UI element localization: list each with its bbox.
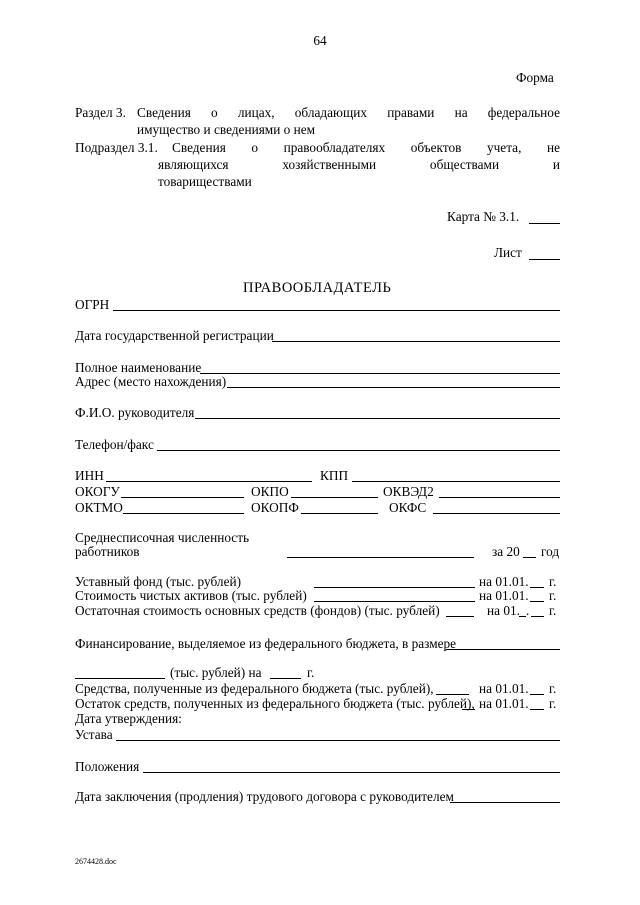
- contract-date-field[interactable]: [450, 802, 560, 803]
- received-year-field[interactable]: [530, 694, 544, 695]
- residual-value-year-field[interactable]: [531, 616, 544, 617]
- phone-label: Телефон/факс: [75, 437, 154, 452]
- funding-amount-thousands-field[interactable]: [75, 678, 165, 679]
- full-name-label: Полное наименование: [75, 360, 202, 375]
- charter-fund-year-suffix: г.: [549, 574, 557, 589]
- residual-value-label: Остаточная стоимость основных средств (фондов) (тыс. рублей): [75, 603, 440, 618]
- form-label: Форма: [516, 70, 554, 85]
- footer-doc-name: 2674428.doc: [75, 857, 117, 866]
- contract-label: Дата заключения (продления) трудового договора с руководителем: [75, 789, 454, 804]
- balance-year-suffix: г.: [549, 696, 557, 711]
- funding-amount-field[interactable]: [446, 649, 560, 650]
- kpp-label: КПП: [320, 468, 349, 483]
- director-label: Ф.И.О. руководителя: [75, 405, 195, 420]
- balance-label: Остаток средств, полученных из федерального бюджета (тыс. рублей),: [75, 696, 475, 711]
- okopf-field[interactable]: [301, 513, 378, 514]
- section-title-line1: Сведения о лицах, обладающих правами на федеральное: [137, 105, 560, 120]
- sheet-label: Лист: [494, 245, 522, 260]
- okpo-label: ОКПО: [251, 484, 289, 499]
- full-name-field[interactable]: [200, 373, 560, 374]
- net-assets-date-prefix: на 01.01.: [479, 588, 529, 603]
- regulation-date-field[interactable]: [143, 772, 560, 773]
- okved-field[interactable]: [439, 497, 560, 498]
- regulation-label: Положения: [75, 759, 140, 774]
- sheet-number-field[interactable]: [529, 259, 560, 260]
- kpp-field[interactable]: [352, 481, 560, 482]
- residual-value-date-sep: .: [526, 603, 530, 618]
- headcount-year-suffix: год: [541, 544, 560, 559]
- headcount-label-line2: работников: [75, 544, 140, 559]
- funding-year-field[interactable]: [270, 678, 301, 679]
- headcount-field[interactable]: [287, 557, 474, 558]
- charter-date-field[interactable]: [116, 740, 560, 741]
- card-number-label: Карта № 3.1.: [447, 209, 520, 224]
- inn-label: ИНН: [75, 468, 104, 483]
- section-title-line2: имущество и сведениями о нем: [137, 122, 316, 137]
- residual-value-field[interactable]: [446, 616, 474, 617]
- okved-label: ОКВЭД2: [383, 484, 434, 499]
- subsection-number: Подраздел 3.1.: [75, 140, 158, 155]
- net-assets-field[interactable]: [314, 601, 475, 602]
- okpo-field[interactable]: [291, 497, 378, 498]
- address-field[interactable]: [227, 387, 560, 388]
- headcount-year-field[interactable]: [523, 557, 536, 558]
- okogu-label: ОКОГУ: [75, 484, 120, 499]
- funding-units-label: (тыс. рублей) на: [170, 665, 262, 680]
- received-date-prefix: на 01.01.: [479, 681, 529, 696]
- headcount-year-prefix: за 20: [492, 544, 520, 559]
- okfs-field[interactable]: [433, 513, 560, 514]
- inn-field[interactable]: [106, 481, 312, 482]
- approval-date-label: Дата утверждения:: [75, 711, 182, 726]
- ogrn-label: ОГРН: [75, 297, 110, 312]
- residual-value-month-field[interactable]: [519, 616, 526, 617]
- headcount-label-line1: Среднесписочная численность: [75, 530, 250, 545]
- charter-label: Устава: [75, 727, 113, 742]
- page-number: 64: [313, 33, 327, 48]
- charter-fund-year-field[interactable]: [530, 587, 544, 588]
- okfs-label: ОКФС: [389, 500, 427, 515]
- reg-date-label: Дата государственной регистрации: [75, 328, 274, 343]
- net-assets-year-field[interactable]: [530, 601, 544, 602]
- charter-fund-label: Уставный фонд (тыс. рублей): [75, 574, 242, 589]
- funding-label: Финансирование, выделяемое из федерального бюджета, в размере: [75, 636, 457, 651]
- funding-year-suffix: г.: [307, 665, 315, 680]
- phone-field[interactable]: [157, 450, 560, 451]
- net-assets-year-suffix: г.: [549, 588, 557, 603]
- subsection-title-line1: Сведения о правообладателях объектов учета, не: [172, 140, 560, 155]
- okogu-field[interactable]: [121, 497, 244, 498]
- subsection-title-line2: являющихся хозяйственными обществами и: [158, 157, 560, 172]
- ogrn-field[interactable]: [113, 310, 560, 311]
- charter-fund-date-prefix: на 01.01.: [479, 574, 529, 589]
- charter-fund-field[interactable]: [314, 587, 475, 588]
- balance-year-field[interactable]: [530, 709, 544, 710]
- okopf-label: ОКОПФ: [251, 500, 299, 515]
- subsection-title-line3: товариществами: [158, 174, 252, 189]
- received-label: Средства, полученные из федерального бюджета (тыс. рублей),: [75, 681, 434, 696]
- address-label: Адрес (место нахождения): [75, 374, 227, 389]
- section-number: Раздел 3.: [75, 105, 126, 120]
- residual-value-date-prefix: на 01.: [487, 603, 520, 618]
- director-field[interactable]: [195, 418, 560, 419]
- received-field[interactable]: [436, 694, 469, 695]
- form-heading: ПРАВООБЛАДАТЕЛЬ: [243, 280, 392, 296]
- received-year-suffix: г.: [549, 681, 557, 696]
- oktmo-label: ОКТМО: [75, 500, 123, 515]
- oktmo-field[interactable]: [123, 513, 244, 514]
- card-number-field[interactable]: [529, 223, 560, 224]
- balance-field[interactable]: [462, 709, 475, 710]
- reg-date-field[interactable]: [272, 341, 560, 342]
- net-assets-label: Стоимость чистых активов (тыс. рублей): [75, 588, 307, 603]
- residual-value-year-suffix: г.: [549, 603, 557, 618]
- balance-date-prefix: на 01.01.: [479, 696, 529, 711]
